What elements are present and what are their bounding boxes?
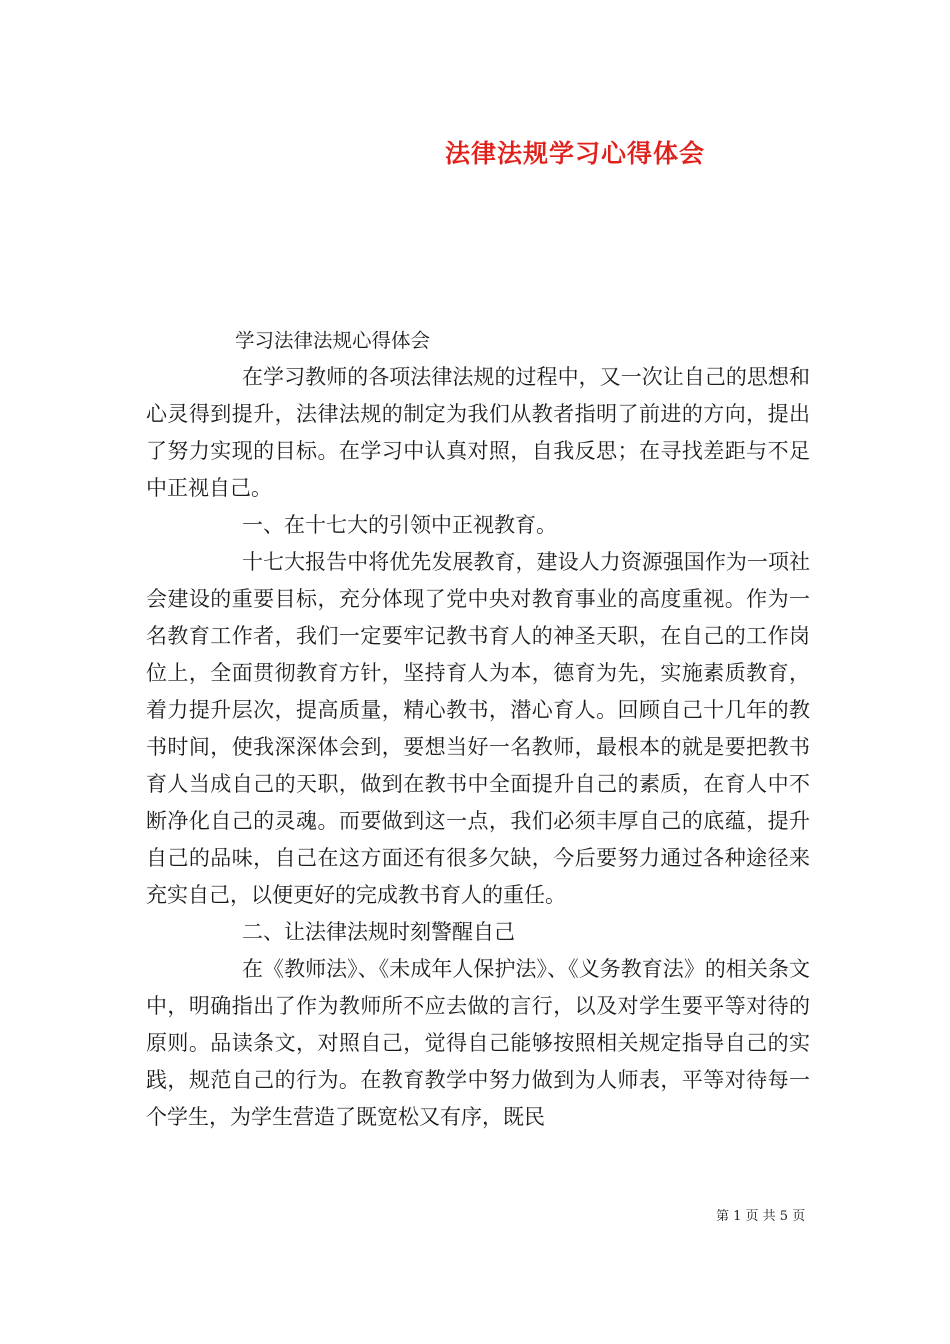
document-subtitle: 学习法律法规心得体会 <box>235 329 431 352</box>
section-1-paragraph: 十七大报告中将优先发展教育，建设人力资源强国作为一项社会建设的重要目标，充分体现了党中央对教育事业的高度重视。作为一名教育工作者，我们一定要牢记教书育人的神圣天职，在自己的工作岗位上，全面贯彻教育方针，坚持育人为本，德育为先，实施素质教育，着力提升层次，提高质量，精心教书，潜心育人。回顾自己十几年的教书时间，使我深深体会到，要想当好一名教师，最根本的就是要把教书育人当成自己的天职，做到在教书中全面提升自己的素质，在育人中不断净化自己的灵魂。而要做到这一点，我们必须丰厚自己的底蕴，提升自己的品味，自己在这方面还有很多欠缺，今后要努力通过各种途径来充实自己，以便更好的完成教书育人的重任。 <box>146 550 810 907</box>
intro-paragraph: 在学习教师的各项法律法规的过程中，又一次让自己的思想和心灵得到提升，法律法规的制定为我们从教者指明了前进的方向，提出了努力实现的目标。在学习中认真对照，自我反思；在寻找差距与不足中正视自己。 <box>146 365 810 500</box>
page-number-footer: 第 1 页 共 5 页 <box>716 1209 806 1224</box>
document-title: 法律法规学习心得体会 <box>444 139 705 168</box>
section-2-paragraph: 在《教师法》、《未成年人保护法》、《义务教育法》的相关条文中，明确指出了作为教师所不应去做的言行，以及对学生要平等对待的原则。品读条文，对照自己，觉得自己能够按照相关规定指导自己的实践，规范自己的行为。在教育教学中努力做到为人师表，平等对待每一个学生，为学生营造了既宽松又有序，既民 <box>146 957 810 1129</box>
section-heading-2: 二、让法律法规时刻警醒自己 <box>242 920 515 944</box>
document-body <box>146 322 810 1136</box>
section-heading-1: 一、在十七大的引领中正视教育。 <box>242 513 557 537</box>
